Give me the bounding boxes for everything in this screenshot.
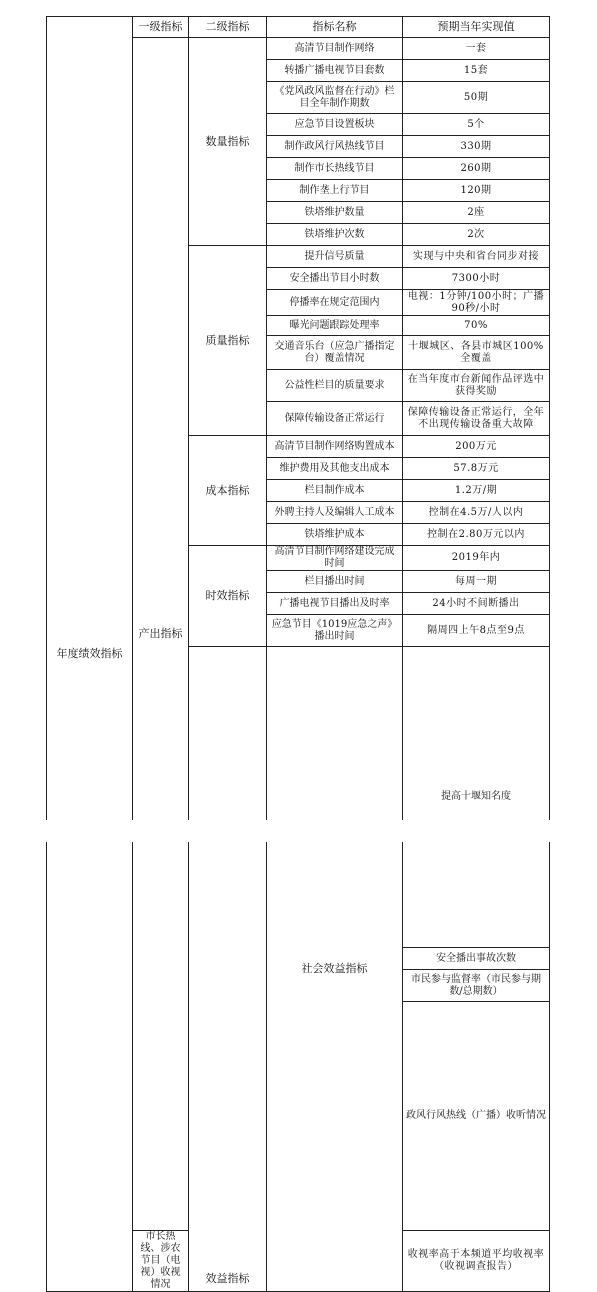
indicator-name: 曝光问题跟踪处理率 xyxy=(267,316,403,336)
indicator-name: 铁塔维护数量 xyxy=(267,202,403,224)
indicator-value: 70% xyxy=(403,316,550,336)
indicator-name: 《党风政风监督在行动》栏目全年制作期数 xyxy=(267,82,403,114)
level2-cost: 成本指标 xyxy=(189,436,267,546)
indicator-name: 交通音乐台（应急广播指定台）覆盖情况 xyxy=(267,336,403,370)
header-row xyxy=(47,17,550,38)
indicator-value: 5个 xyxy=(403,114,550,136)
level1-benefit: 效益指标 xyxy=(189,647,267,1292)
indicator-value: 隔周四上午8点至9点 xyxy=(403,615,550,647)
indicator-name: 铁塔维护次数 xyxy=(267,224,403,246)
level1-output: 产出指标 xyxy=(133,38,189,1231)
indicator-value: 保障传输设备正常运行，全年不出现传输设备重大故障 xyxy=(403,402,550,436)
indicator-name: 应急节目设置板块 xyxy=(267,114,403,136)
indicator-value: 实现与中央和省台同步对接 xyxy=(403,246,550,268)
level2-quantity: 数量指标 xyxy=(189,38,267,246)
indicator-value: 控制在4.5万/人以内 xyxy=(403,502,550,524)
indicator-name: 外聘主持人及编辑人工成本 xyxy=(267,502,403,524)
indicator-name: 应急节目《1019应急之声》播出时间 xyxy=(267,615,403,647)
indicator-name: 公益性栏目的质量要求 xyxy=(267,370,403,402)
indicator-value: 每周一期 xyxy=(403,571,550,593)
header-indicator-name: 指标名称 xyxy=(267,17,403,38)
indicator-name: 高清节目制作网络建设完成时间 xyxy=(267,546,403,571)
indicator-name: 政风行风热线（广播）收听情况 xyxy=(403,1002,550,1231)
indicator-value: 15套 xyxy=(403,60,550,82)
indicator-name: 栏目制作成本 xyxy=(267,480,403,502)
indicator-value: 24小时不间断播出 xyxy=(403,593,550,615)
indicator-name: 制作市长热线节目 xyxy=(267,158,403,180)
indicator-name: 保障传输设备正常运行 xyxy=(267,402,403,436)
page-bottom-margin xyxy=(0,820,597,842)
indicator-name: 安全播出节目小时数 xyxy=(267,268,403,290)
indicator-name: 维护费用及其他支出成本 xyxy=(267,458,403,480)
indicator-name: 市民参与监督率（市民参与期数/总期数） xyxy=(403,970,550,1002)
level2-quality: 质量指标 xyxy=(189,246,267,436)
indicator-value: 2次 xyxy=(403,224,550,246)
indicator-value: 50期 xyxy=(403,82,550,114)
indicator-name: 市长热线、涉农节目（电视）收视情况 xyxy=(133,1231,189,1292)
indicator-value: 控制在2.80万元以内 xyxy=(403,524,550,546)
header-expected-value: 预期当年实现值 xyxy=(403,17,550,38)
indicator-value: 一套 xyxy=(403,38,550,60)
indicator-name: 安全播出事故次数 xyxy=(403,948,550,970)
indicator-value: 200万元 xyxy=(403,436,550,458)
indicator-value: 7300小时 xyxy=(403,268,550,290)
level2-timeliness: 时效指标 xyxy=(189,546,267,647)
indicator-name: 高清节目制作网络购置成本 xyxy=(267,436,403,458)
indicator-value: 十堰城区、各县市城区100%全覆盖 xyxy=(403,336,550,370)
indicator-value: 1.2万/期 xyxy=(403,480,550,502)
root-indicator-cell: 年度绩效指标 xyxy=(47,17,133,1292)
indicator-name: 广播电视节目播出及时率 xyxy=(267,593,403,615)
indicator-value: 2019年内 xyxy=(403,546,550,571)
performance-indicator-table xyxy=(46,16,550,1292)
indicator-name: 制作垄上行节目 xyxy=(267,180,403,202)
indicator-name: 铁塔维护成本 xyxy=(267,524,403,546)
indicator-value: 在当年度市台新闻作品评选中获得奖励 xyxy=(403,370,550,402)
indicator-name: 制作政风行风热线节目 xyxy=(267,136,403,158)
indicator-value: 120期 xyxy=(403,180,550,202)
indicator-name: 停播率在规定范围内 xyxy=(267,290,403,316)
indicator-name: 转播广播电视节目套数 xyxy=(267,60,403,82)
indicator-name: 提高十堰知名度 xyxy=(403,647,550,948)
header-level1: 一级指标 xyxy=(133,17,189,38)
indicator-value: 57.8万元 xyxy=(403,458,550,480)
indicator-name: 栏目播出时间 xyxy=(267,571,403,593)
indicator-value: 电视：1分钟/100小时；广播90秒/小时 xyxy=(403,290,550,316)
indicator-value: 收视率高于本频道平均收视率（收视调查报告） xyxy=(403,1231,550,1292)
indicator-value: 330期 xyxy=(403,136,550,158)
indicator-value: 260期 xyxy=(403,158,550,180)
indicator-value: 2座 xyxy=(403,202,550,224)
level2-social-benefit: 社会效益指标 xyxy=(267,647,403,1292)
indicator-name: 提升信号质量 xyxy=(267,246,403,268)
header-level2: 二级指标 xyxy=(189,17,267,38)
indicator-name: 高清节目制作网络 xyxy=(267,38,403,60)
